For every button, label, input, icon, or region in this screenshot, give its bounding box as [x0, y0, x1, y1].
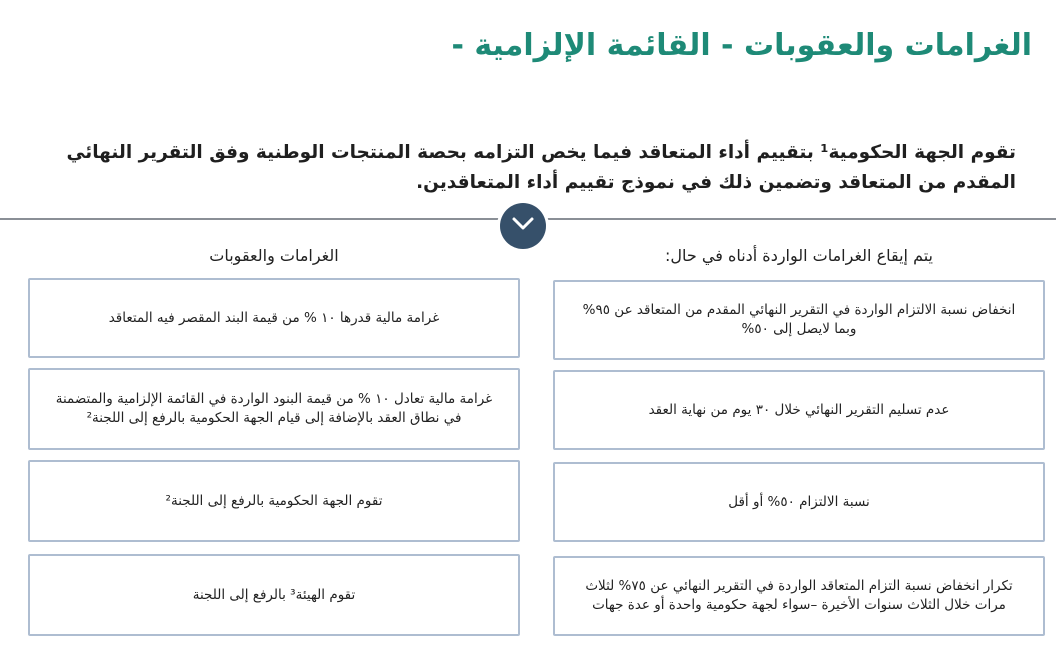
condition-card-1 — [553, 280, 1045, 360]
penalty-card-1 — [28, 278, 520, 358]
condition-text: نسبة الالتزام ٥٠% أو أقل — [728, 493, 870, 510]
intro-line-2: المقدم من المتعاقد وتضمين ذلك في نموذج تقييم أداء المتعاقدين. — [416, 172, 1016, 193]
penalty-card-4 — [28, 554, 520, 636]
intro-paragraph — [12, 138, 1016, 198]
penalty-text: تقوم الهيئة³ بالرفع إلى اللجنة — [192, 586, 356, 603]
condition-text: تكرار انخفاض نسبة التزام المتعاقد الواردة في التقرير النهائي عن ٧٥% لثلاث مرات خلال الثلاث سنوات الأخيرة –سواء لجهة حكومية واحدة أو عدة جهات — [585, 578, 1013, 613]
penalty-card-2 — [28, 368, 520, 450]
condition-text: انخفاض نسبة الالتزام الواردة في التقرير النهائي المقدم من المتعاقد عن ٩٥% وبما لايصل إلى ٥٠% — [582, 302, 1016, 337]
expand-button[interactable] — [500, 203, 546, 249]
penalty-text: تقوم الجهة الحكومية بالرفع إلى اللجنة² — [165, 492, 383, 509]
condition-card-4 — [553, 556, 1045, 636]
penalty-text: غرامة مالية تعادل ١٠ % من قيمة البنود الواردة في القائمة الإلزامية والمتضمنة في نطاق العقد بالإضافة إلى قيام الجهة الحكومية بالرفع إلى اللجنة² — [55, 391, 493, 426]
conditions-column-header: يتم إيقاع الغرامات الواردة أدناه في حال: — [665, 246, 933, 265]
chevron-down-icon — [511, 216, 535, 236]
penalty-text: غرامة مالية قدرها ١٠ % من قيمة البند المقصر فيه المتعاقد — [108, 309, 440, 326]
condition-card-2 — [553, 370, 1045, 450]
page-title: الغرامات والعقوبات - القائمة الإلزامية - — [451, 28, 1032, 63]
intro-line-1: تقوم الجهة الحكومية¹ بتقييم أداء المتعاقد فيما يخص التزامه بحصة المنتجات الوطنية وفق التقرير النهائي — [66, 142, 1016, 163]
condition-text: عدم تسليم التقرير النهائي خلال ٣٠ يوم من نهاية العقد — [648, 401, 950, 418]
penalties-column-header: الغرامات والعقوبات — [209, 246, 339, 265]
penalty-card-3 — [28, 460, 520, 542]
condition-card-3 — [553, 462, 1045, 542]
